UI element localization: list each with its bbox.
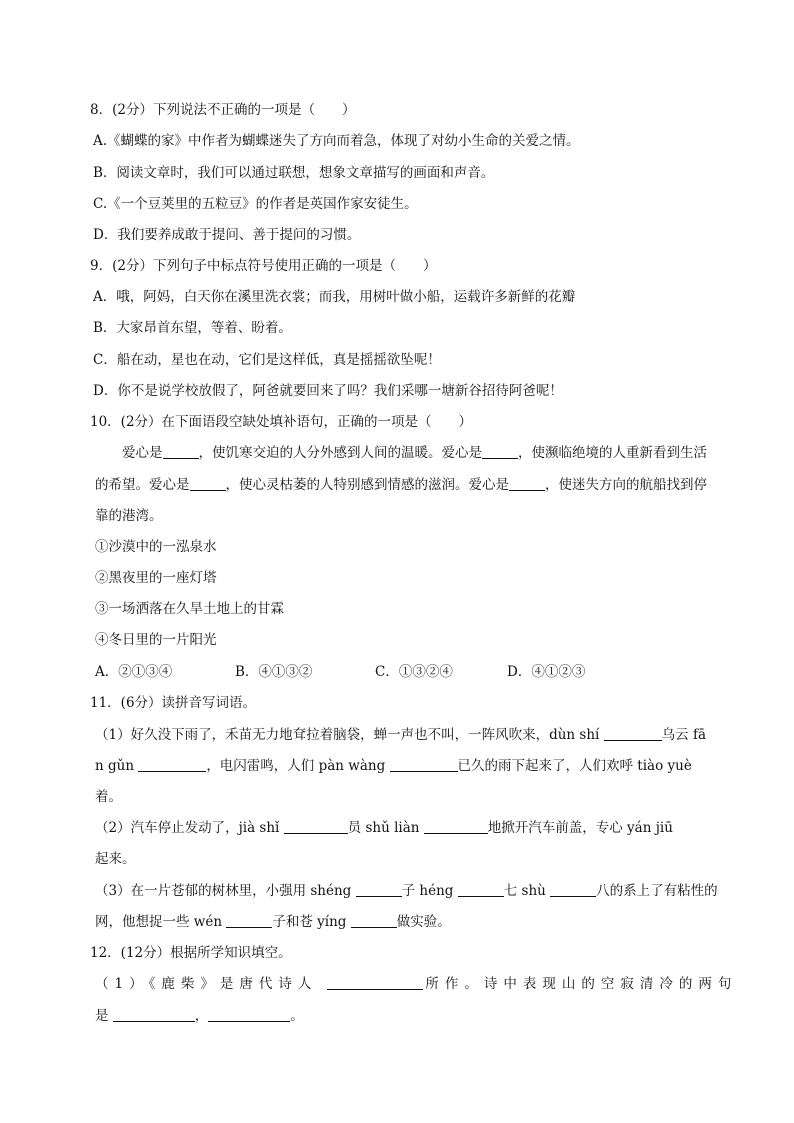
q8-stem: 8．(2分）下列说法不正确的一项是（ ） [90, 102, 356, 118]
q11-part1-line: （1）好久没下雨了，禾苗无力地耷拉着脑袋，蝉一声也不叫，一阵风吹来，dùn shí 乌云 fā [95, 727, 706, 743]
q10-choice-d: D．④①②③ [507, 664, 586, 680]
answer-blank[interactable] [509, 476, 545, 491]
q10-item-3: ③一场洒落在久旱土地上的甘霖 [95, 601, 284, 617]
answer-blank[interactable] [327, 975, 423, 990]
answer-blank[interactable] [163, 444, 199, 459]
answer-blank[interactable] [138, 757, 206, 772]
q10-item-1: ①沙漠中的一泓泉水 [95, 539, 217, 555]
q10-passage-line: 的希望。爱心是 ，使心灵枯萎的人特别感到情感的滋润。爱心是 ，使迷失方向的航船找到停 [95, 477, 707, 493]
q10-item-2: ②黑夜里的一座灯塔 [95, 570, 217, 586]
q12-part1-line: （1）《鹿柴》是唐代诗人 所作。诗中表现山的空寂清冷的两句 [95, 976, 738, 992]
q12-part1-line: 是 ， 。 [95, 1008, 304, 1024]
answer-blank[interactable] [284, 819, 348, 834]
q8-option-b: B．阅读文章时，我们可以通过联想，想象文章描写的画面和声音。 [93, 165, 495, 181]
q10-choices [95, 662, 585, 682]
answer-blank[interactable] [208, 1007, 290, 1022]
answer-blank[interactable] [190, 476, 226, 491]
q9-option-a: A．哦，阿妈，白天你在溪里洗衣裳；而我，用树叶做小船，运载许多新鲜的花瓣 [93, 289, 576, 305]
q11-stem: 11．(6分）读拼音写词语。 [90, 695, 257, 711]
q10-choice-c: C．①③②④ [375, 664, 453, 680]
answer-blank[interactable] [458, 882, 504, 897]
answer-blank[interactable] [113, 1007, 195, 1022]
q11-part2-line: （2）汽车停止发动了，jià shǐ 员 shǔ liàn 地掀开汽车前盖，专心 yán jiū [95, 820, 673, 836]
q10-choice-b: B．④①③② [235, 664, 313, 680]
answer-blank[interactable] [482, 444, 518, 459]
q8-option-d: D．我们要养成敢于提问、善于提问的习惯。 [93, 227, 361, 243]
q11-part2-line: 起来。 [95, 851, 136, 867]
q10-item-4: ④冬日里的一片阳光 [95, 632, 217, 648]
answer-blank[interactable] [604, 726, 662, 741]
answer-blank[interactable] [390, 757, 458, 772]
answer-blank[interactable] [351, 913, 397, 928]
q9-option-d: D．你不是说学校放假了，阿爸就要回来了吗？我们采哪一塘新谷招待阿爸呢！ [93, 383, 563, 399]
q10-passage-line: 靠的港湾。 [95, 508, 163, 524]
q8-option-c: C.《一个豆荚里的五粒豆》的作者是英国作家安徒生。 [93, 196, 418, 212]
q8-option-a: A.《蝴蝶的家》中作者为蝴蝶迷失了方向而着急，体现了对幼小生命的关爱之情。 [93, 133, 580, 149]
q10-stem: 10．(2分）在下面语段空缺处填补语句，正确的一项是（ ） [90, 414, 473, 430]
q12-stem: 12．(12分）根据所学知识填空。 [90, 945, 292, 961]
q9-option-b: B．大家昂首东望，等着、盼着。 [93, 320, 292, 336]
q9-option-c: C．船在动，星也在动，它们是这样低，真是摇摇欲坠呢！ [93, 352, 441, 368]
answer-blank[interactable] [226, 913, 272, 928]
answer-blank[interactable] [550, 882, 596, 897]
answer-blank[interactable] [424, 819, 488, 834]
q10-passage-line: 爱心是 ，使饥寒交迫的人分外感到人间的温暖。爱心是 ，使濒临绝境的人重新看到生活 [122, 445, 707, 461]
q11-part3-line: 网，他想捉一些 wén 子和苍 yíng 做实验。 [95, 914, 451, 930]
q11-part1-line: n gǔn ，电闪雷鸣，人们 pàn wàng 已久的雨下起来了，人们欢呼 tiào yuè [95, 758, 692, 774]
q10-choice-a: A．②①③④ [95, 664, 173, 680]
answer-blank[interactable] [356, 882, 402, 897]
q11-part1-line: 着。 [95, 789, 122, 805]
q9-stem: 9．(2分）下列句子中标点符号使用正确的一项是（ ） [90, 258, 437, 274]
q11-part3-line: （3）在一片苍郁的树林里，小强用 shéng 子 héng 七 shù 八的系上了有粘性的 [95, 883, 718, 899]
